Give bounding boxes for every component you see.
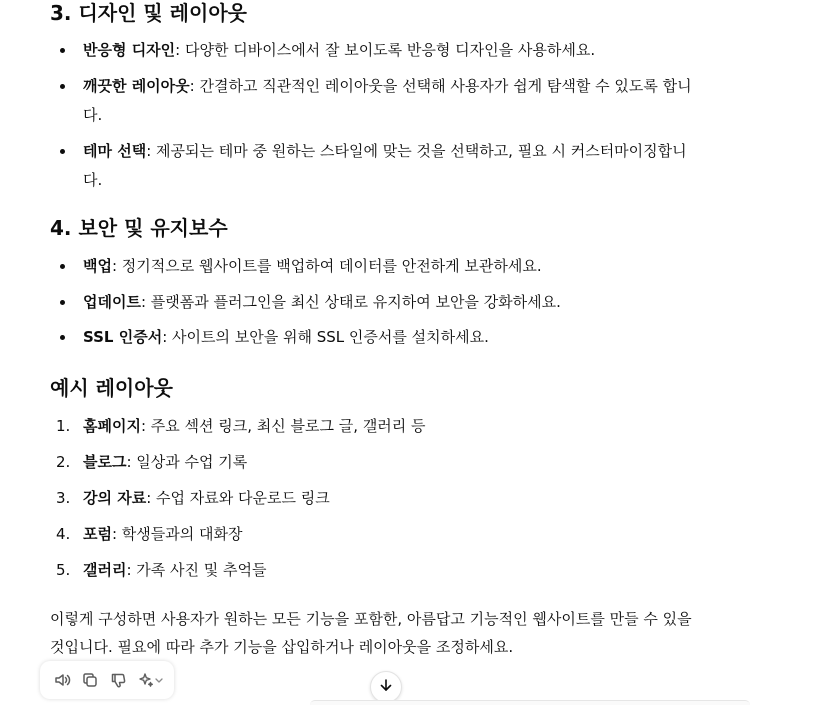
item-desc: : 간결하고 직관적인 레이아웃을 선택해 사용자가 쉽게 탐색할 수 있도록 합니 <box>189 77 692 95</box>
list-item <box>50 323 770 352</box>
item-term: 갤러리 <box>83 561 127 579</box>
item-term: 테마 선택 <box>83 142 147 160</box>
item-term: SSL 인증서 <box>83 328 163 346</box>
closing-paragraph <box>50 605 780 661</box>
list-item <box>50 484 770 513</box>
arrow-down-icon <box>378 677 394 697</box>
list-item <box>50 36 770 65</box>
scroll-to-bottom-button[interactable] <box>370 671 402 703</box>
list-item <box>50 556 770 585</box>
item-desc: : 주요 섹션 링크, 최신 블로그 글, 갤러리 등 <box>140 417 426 435</box>
bullet-icon <box>60 335 65 340</box>
item-number: 1. <box>56 417 71 435</box>
read-aloud-button[interactable] <box>48 666 76 694</box>
list-item <box>50 288 770 317</box>
item-desc-cont: 다. <box>83 171 103 189</box>
closing-line-1: 이렇게 구성하면 사용자가 원하는 모든 기능을 포함한, 아름답고 기능적인 웹사이트를 만들 수 있을 <box>50 610 692 628</box>
closing-line-2: 것입니다. 필요에 따라 추가 기능을 삽입하거나 레이아웃을 조정하세요. <box>50 638 514 656</box>
message-action-toolbar <box>40 661 174 699</box>
item-desc: : 사이트의 보안을 위해 SSL 인증서를 설치하세요. <box>162 328 489 346</box>
item-term: 강의 자료 <box>83 489 147 507</box>
copy-icon <box>81 671 99 689</box>
item-term: 업데이트 <box>83 293 141 311</box>
item-term: 블로그 <box>83 453 127 471</box>
item-desc: : 학생들과의 대화장 <box>111 525 243 543</box>
item-desc: : 제공되는 테마 중 원하는 스타일에 맞는 것을 선택하고, 필요 시 커스터마이징합니 <box>146 142 687 160</box>
item-desc: : 플랫폼과 플러그인을 최신 상태로 유지하여 보안을 강화하세요. <box>140 293 561 311</box>
item-term: 반응형 디자인 <box>83 41 176 59</box>
item-number: 5. <box>56 561 71 579</box>
section-heading-example: 예시 레이아웃 <box>50 376 173 400</box>
bullet-icon <box>60 84 65 89</box>
item-number: 3. <box>56 489 71 507</box>
item-desc: : 다양한 디바이스에서 잘 보이도록 반응형 디자인을 사용하세요. <box>175 41 596 59</box>
item-term: 깨끗한 레이아웃 <box>83 77 190 95</box>
item-term: 포럼 <box>83 525 112 543</box>
item-desc: : 수업 자료와 다운로드 링크 <box>146 489 330 507</box>
sparkle-icon <box>138 672 154 688</box>
item-desc: : 정기적으로 웹사이트를 백업하여 데이터를 안전하게 보관하세요. <box>111 257 542 275</box>
item-term: 백업 <box>83 257 112 275</box>
read-aloud-icon <box>53 671 71 689</box>
list-item <box>50 72 770 130</box>
bullet-icon <box>60 300 65 305</box>
list-item <box>50 412 770 441</box>
bullet-icon <box>60 264 65 269</box>
bullet-icon <box>60 48 65 53</box>
item-desc: : 일상과 수업 기록 <box>126 453 248 471</box>
list-item <box>50 137 770 195</box>
chevron-down-icon <box>154 675 164 685</box>
section-heading-design: 3. 디자인 및 레이아웃 <box>50 1 247 25</box>
item-number: 4. <box>56 525 71 543</box>
item-number: 2. <box>56 453 71 471</box>
bullet-icon <box>60 149 65 154</box>
composer-edge <box>310 700 750 705</box>
list-item <box>50 520 770 549</box>
model-switch-button[interactable] <box>132 666 170 694</box>
copy-button[interactable] <box>76 666 104 694</box>
thumbs-down-icon <box>109 671 127 689</box>
item-desc-cont: 다. <box>83 106 103 124</box>
item-desc: : 가족 사진 및 추억들 <box>126 561 267 579</box>
bad-response-button[interactable] <box>104 666 132 694</box>
section-heading-security: 4. 보안 및 유지보수 <box>50 216 228 240</box>
list-item <box>50 252 770 281</box>
item-term: 홈페이지 <box>83 417 141 435</box>
list-item <box>50 448 770 477</box>
